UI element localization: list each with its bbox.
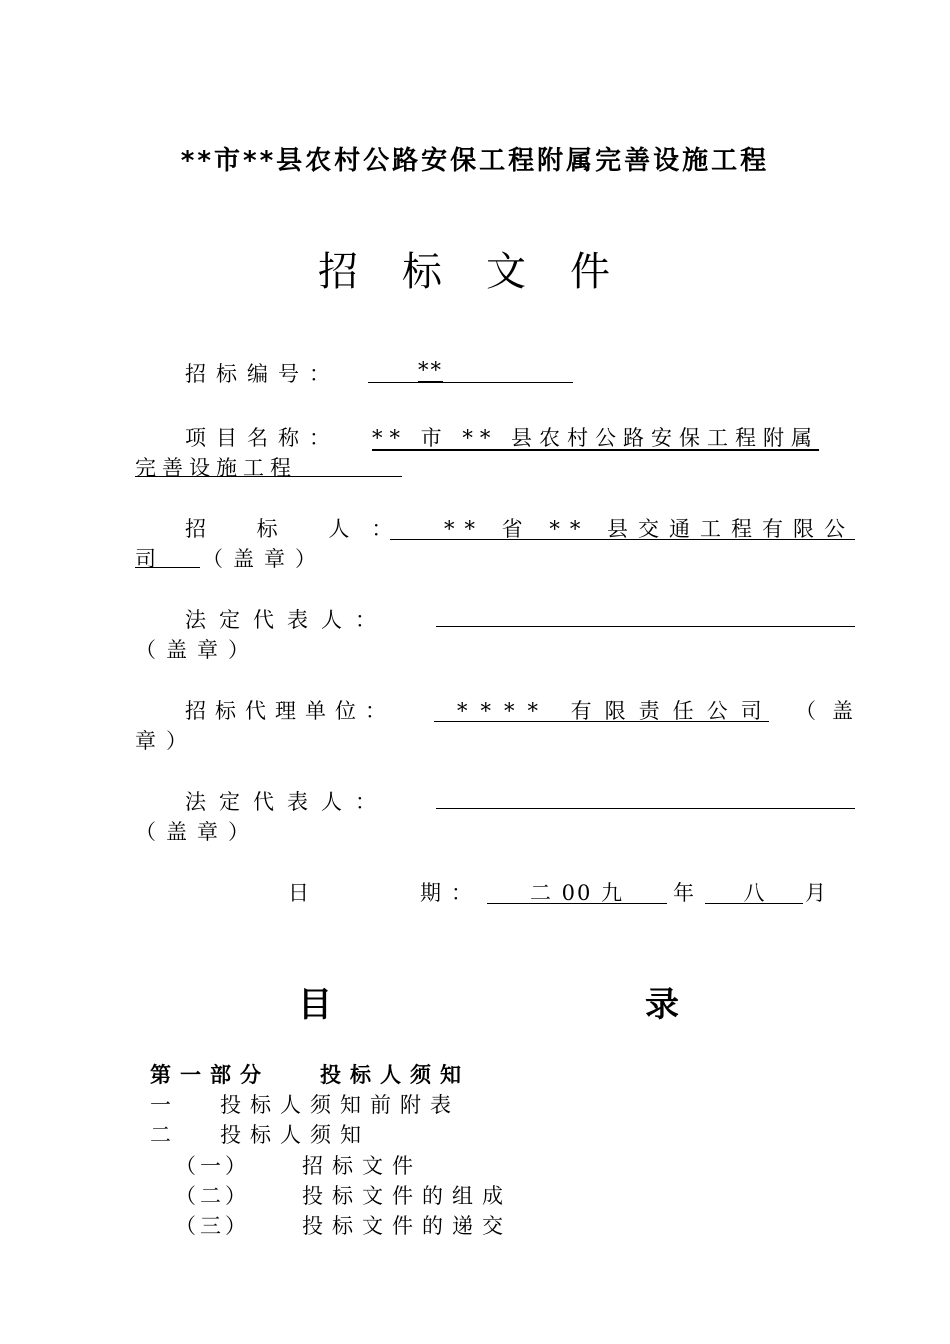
toc-item-text: 投标人须知 (220, 1123, 370, 1147)
toc-part1-number: 第一部分 (150, 1063, 270, 1087)
document-title: 招标文件 (318, 249, 654, 295)
agency-value: **** 有限责任公司 (457, 699, 775, 723)
agency-field (434, 695, 775, 723)
toc-subitem-number: （一） (175, 1154, 250, 1178)
legal-rep-label-1: 法定代表人： (185, 608, 389, 632)
bid-number-field (368, 358, 573, 383)
toc-subitem-text: 投标文件的递交 (302, 1214, 512, 1238)
date-month-value: 八 (705, 877, 803, 904)
agency-label: 招标代理单位： (185, 699, 395, 723)
toc-item-number: 一 (150, 1093, 180, 1117)
toc-subitem-text: 投标文件的组成 (302, 1184, 512, 1208)
project-name-label: 项目名称： (185, 426, 340, 450)
date-year-value: 二 00 九 (487, 877, 667, 904)
agency-seal-part2: 章） (135, 729, 197, 753)
tenderer-value-line1: ** 省 ** 县交通工程有限公 (390, 513, 855, 540)
toc-subitem-number: （三） (175, 1214, 250, 1238)
toc-subitem-number: （二） (175, 1184, 250, 1208)
legal-rep-signature-line-2 (436, 788, 855, 809)
date-month-char: 月 (805, 881, 836, 905)
date-label-day: 日 (288, 881, 319, 905)
toc-item-text: 投标人须知前附表 (220, 1093, 460, 1117)
toc-part1-title: 投标人须知 (320, 1063, 470, 1087)
date-year-char: 年 (673, 881, 704, 905)
toc-subitem-text: 招标文件 (302, 1154, 422, 1178)
legal-rep-signature-line-1 (436, 606, 855, 627)
legal-rep-label-2: 法定代表人： (185, 790, 389, 814)
bid-number-value: ** (418, 358, 443, 382)
agency-seal-part1: （盖 (795, 699, 869, 723)
legal-rep-seal-1: （盖章） (135, 638, 259, 662)
project-name-value-line1: ** 市 ** 县农村公路安保工程附属 (372, 426, 820, 450)
legal-rep-seal-2: （盖章） (135, 820, 259, 844)
toc-item-number: 二 (150, 1123, 180, 1147)
bid-number-label: 招标编号： (185, 362, 340, 386)
tenderer-label: 招 标 人： (185, 517, 415, 541)
project-title: **市**县农村公路安保工程附属完善设施工程 (180, 146, 770, 176)
toc-title-lu: 录 (645, 985, 679, 1025)
tenderer-value-line2: 司 (135, 543, 200, 568)
project-name-value-line2: 完善设施工程 (135, 452, 402, 477)
tenderer-seal: （盖章） (202, 547, 326, 571)
toc-title-mu: 目 (298, 985, 332, 1025)
date-label-period: 期： (420, 881, 482, 905)
